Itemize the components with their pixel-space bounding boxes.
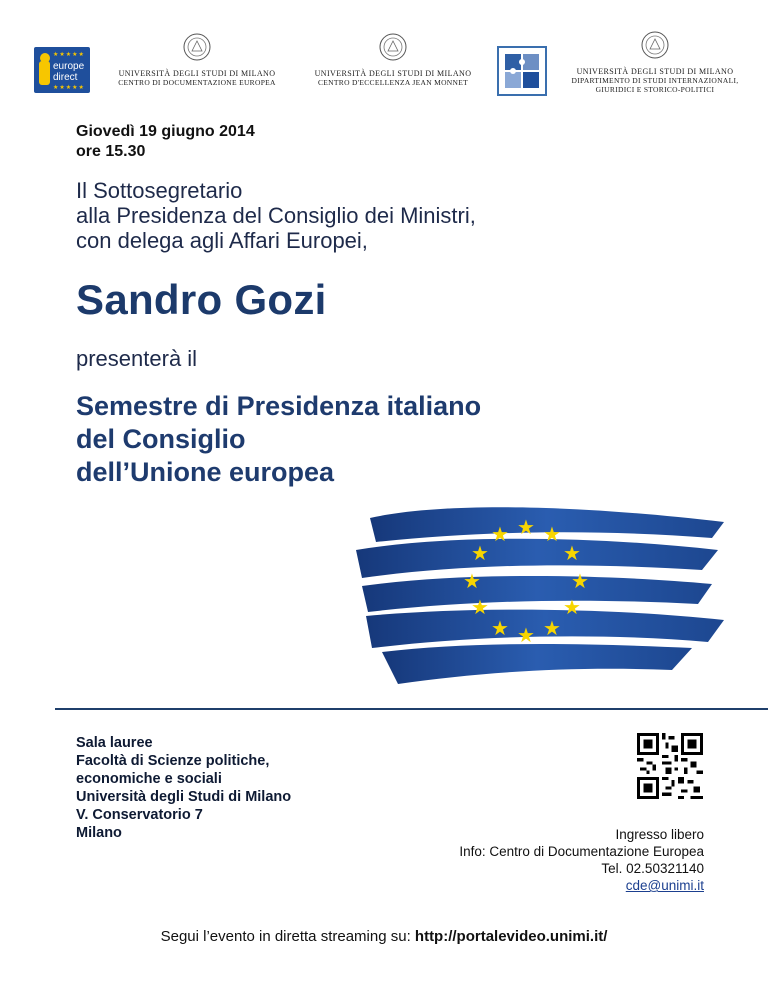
venue-line: Facoltà di Scienze politiche,: [76, 753, 270, 769]
uni-dept: CENTRO DI DOCUMENTAZIONE EUROPEA: [118, 78, 276, 87]
europe-direct-logo: [34, 47, 90, 93]
uni-name: UNIVERSITÀ DEGLI STUDI DI MILANO: [576, 67, 734, 76]
uni-dept: DIPARTIMENTO DI STUDI INTERNAZIONALI,: [571, 76, 739, 85]
svg-text:★: ★: [471, 595, 489, 619]
stars-decoration: ★★★★★: [53, 85, 85, 91]
uni-dept: CENTRO D'ECCELLENZA JEAN MONNET: [317, 78, 469, 87]
presents-text: presenterà il: [76, 346, 198, 371]
event-time: ore 15.30: [76, 143, 146, 160]
phone-line: Tel. 02.50321140: [601, 861, 704, 876]
svg-text:★: ★: [463, 569, 481, 593]
europe-direct-line1: europe: [53, 61, 85, 72]
puzzle-icon: [499, 48, 545, 94]
qr-code[interactable]: [637, 733, 703, 799]
event-datetime: [76, 122, 255, 162]
speaker-name: Sandro Gozi: [76, 276, 327, 323]
topic-line: Semestre di Presidenza italiano: [76, 391, 482, 421]
svg-text:★: ★: [491, 522, 509, 546]
intro-line: con delega agli Affari Europei,: [76, 228, 368, 253]
svg-text:★: ★: [571, 569, 589, 593]
divider: [55, 708, 768, 710]
email-link[interactable]: cde@unimi.it: [625, 878, 704, 893]
svg-text:★: ★: [517, 623, 535, 647]
entry-note: Ingresso libero: [615, 827, 704, 842]
speaker-intro: [76, 178, 476, 253]
venue-line: economiche e sociali: [76, 771, 222, 787]
info-i-icon: [39, 61, 50, 85]
contact-info: [459, 826, 704, 894]
intro-line: alla Presidenza del Consiglio dei Ministri,: [76, 203, 476, 228]
svg-text:★: ★: [491, 616, 509, 640]
streaming-prefix: Segui l’evento in diretta streaming su:: [160, 928, 411, 945]
stars-decoration: ★★★★★: [53, 52, 85, 58]
unimi-jean-monnet-logo: [308, 32, 478, 87]
svg-text:★: ★: [543, 616, 561, 640]
uni-dept: GIURIDICI E STORICO-POLITICI: [595, 85, 715, 94]
uni-name: UNIVERSITÀ DEGLI STUDI DI MILANO: [118, 69, 276, 78]
svg-text:★: ★: [543, 522, 561, 546]
venue-line: V. Conservatorio 7: [76, 807, 203, 823]
venue-line: Sala lauree: [76, 735, 153, 751]
contact-line: Info: Centro di Documentazione Europea: [459, 844, 704, 859]
streaming-note: [0, 928, 768, 945]
venue-line: Milano: [76, 825, 122, 841]
event-date: Giovedì 19 giugno 2014: [76, 123, 255, 140]
svg-text:★: ★: [517, 515, 535, 539]
eu-flag-brushstroke: [352, 498, 728, 694]
intro-line: Il Sottosegretario: [76, 178, 243, 203]
streaming-url-link[interactable]: http://portalevideo.unimi.it/: [414, 928, 608, 945]
university-seal-icon: [182, 32, 212, 62]
topic-line: del Consiglio: [76, 424, 246, 454]
puzzle-logo: [497, 46, 547, 96]
unimi-dept-logo: [560, 30, 750, 94]
svg-text:★: ★: [471, 541, 489, 565]
europe-direct-line2: direct: [53, 72, 78, 83]
venue-address: [76, 734, 291, 842]
unimi-cde-logo: [112, 32, 282, 87]
svg-text:★: ★: [563, 541, 581, 565]
university-seal-icon: [378, 32, 408, 62]
uni-name: UNIVERSITÀ DEGLI STUDI DI MILANO: [314, 69, 472, 78]
event-topic: [76, 390, 481, 489]
university-seal-icon: [640, 30, 670, 60]
venue-line: Università degli Studi di Milano: [76, 789, 292, 805]
topic-line: dell’Unione europea: [76, 457, 335, 487]
svg-text:★: ★: [563, 595, 581, 619]
